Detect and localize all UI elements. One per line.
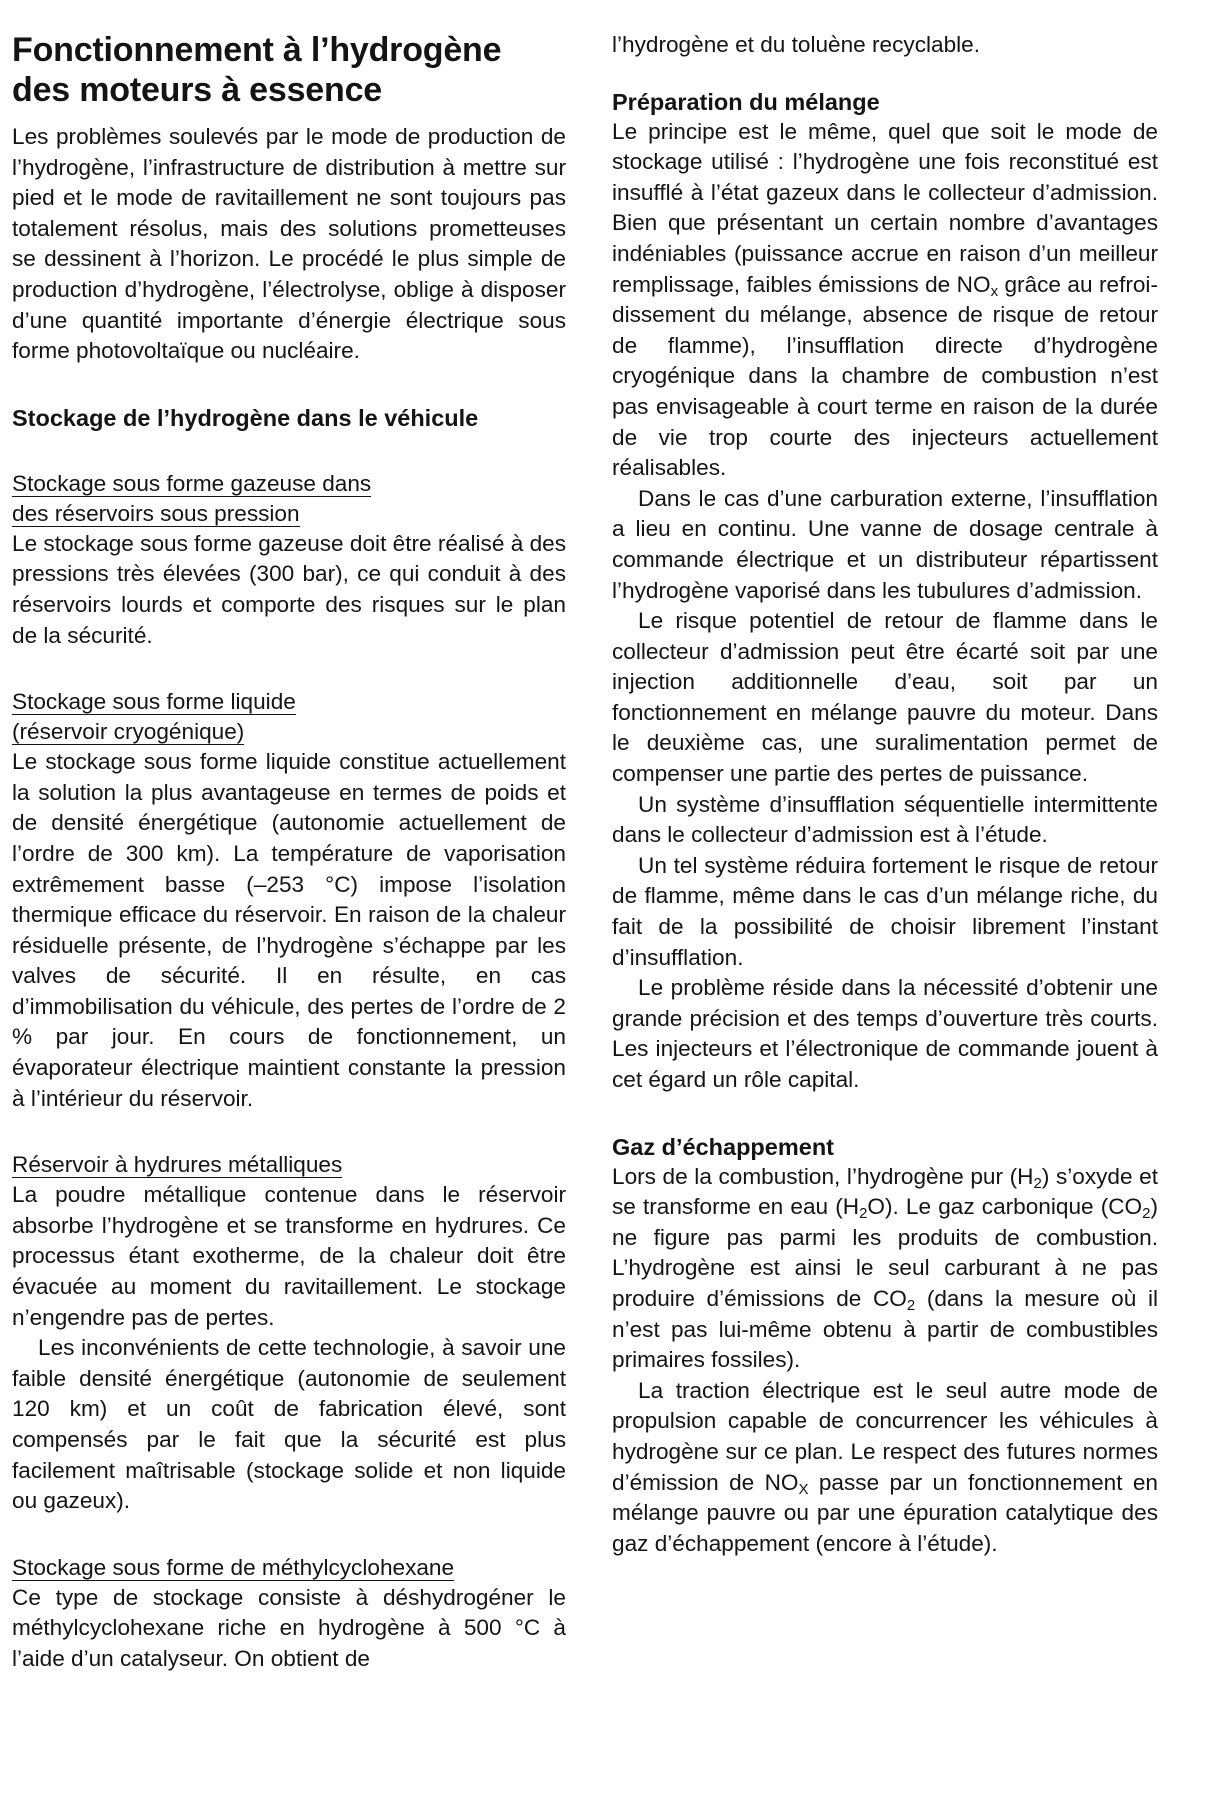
- methylcyclohexane-continuation: l’hydrogène et du toluène recyclable.: [612, 32, 981, 57]
- gas-storage-heading: [12, 469, 566, 529]
- left-column: [12, 0, 566, 1675]
- exhaust-paragraph-1: Lors de la combustion, l’hydrogène pur $(H_2)$ s’oxyde et se transforme en eau $(H_2O)$. Le gaz carbonique $(CO_2)$ ne figure pas parmi les produits de combustion. L’hydrogène est ainsi le seul carburant à ne pas produire d’émissions de $CO_2$ (dans la mesure où il n’est pas lui-même obtenu à partir de combustibles primaires fossiles).: [612, 1163, 1159, 1373]
- hydride-heading: [12, 1150, 566, 1180]
- mixture-paragraph-4: Un système d’insufflation séquentielle intermittente dans le collecteur d’admission est à l’étude.: [612, 791, 1158, 848]
- hydride-paragraph-2: Les inconvénients de cette technologie, à savoir une faible densité énergétique (autonomie de seulement 120 km) et un coût de fabrication élevé, sont compensés par le fait que la sécurité est plus facilement maîtrisable (stockage solide et non liquide ou gazeux).: [12, 1335, 566, 1514]
- mixture-paragraph-1: Le principe est le même, quel que soit le mode de stockage utilisé : l’hydrogène une fois reconstitué est insufflé à l’état gazeux dans le collecteur d’admission. Bien que présentant un certain nombre d’avantages indéniables (puissance accrue en raison d’un meilleur remplissage, faibles émissions de $NO_x$ grâce au refroidissement du mélange, absence de risque de retour de flamme), l’insufflation directe d’hydrogène cryogénique dans la chambre de combustion n’est pas envisageable à court terme en raison de la durée de vie trop courte des injecteurs actuellement réalisables.: [612, 118, 1158, 481]
- liquid-storage-paragraph: Le stockage sous forme liquide constitue actuellement la solution la plus avantageuse en termes de poids et de densité énergétique (autonomie actuellement de l’ordre de 300 km). La température de vaporisation extrêmement basse (–253 °C) impose l’isolation thermique efficace du réservoir. En raison de la chaleur résiduelle présente, de l’hydrogène s’échappe par les valves de sécurité. Il en résulte, en cas d’immobilisation du véhicule, des pertes de l’ordre de 2 % par jour. En cours de fonctionnement, un évaporateur électrique maintient constante la pression à l’intérieur du réservoir.: [12, 749, 566, 1111]
- right-column: [612, 0, 1158, 1559]
- mixture-paragraph-5: Un tel système réduira fortement le risque de retour de flamme, même dans le cas d’un mélange riche, du fait de la possibilité de choisir librement l’instant d’insufflation.: [612, 852, 1158, 970]
- storage-section-heading: Stockage de l’hydrogène dans le véhicule: [12, 404, 479, 431]
- intro-paragraph: Les problèmes soulevés par le mode de production de l’hydrogène, l’infrastructure de distribution à mettre sur pied et le mode de ravitaillement ne sont toujours pas totalement résolus, mais des solutions prometteuses se dessinent à l’horizon. Le procédé le plus simple de production d’hydrogène, l’électrolyse, oblige à disposer d’une quantité importante d’énergie électrique sous forme photovoltaïque ou nucléaire.: [12, 124, 566, 364]
- liquid-storage-heading-line1: Stockage sous forme liquide: [12, 689, 296, 715]
- methylcyclohexane-paragraph: Ce type de stockage consiste à déshydrogéner le méthylcyclohexane riche en hydrogène à 500 °C à l’aide d’un catalyseur. On obtient de: [12, 1584, 566, 1671]
- gas-storage-heading-line2: des réservoirs sous pression: [12, 500, 300, 526]
- mixture-paragraph-6: Le problème réside dans la nécessité d’obtenir une grande précision et des temps d’ouverture très courts. Les injecteurs et l’électronique de commande jouent à cet égard un rôle capital.: [612, 975, 1158, 1092]
- liquid-storage-heading-line2: (réservoir cryogénique): [12, 719, 245, 745]
- methylcyclohexane-heading-text: Stockage sous forme de méthylcyclohexane: [12, 1554, 455, 1580]
- exhaust-section-heading: Gaz d’échappement: [612, 1133, 834, 1160]
- exhaust-paragraph-2: La traction électrique est le seul autre mode de propulsion capable de concurrencer les véhicules à hydrogène sur ce plan. Le respect des futures normes d’émission de $NO_X$ passe par un fonctionnement en mélange pauvre ou par une épuration catalytique des gaz d’échappement (encore à l’étude).: [612, 1377, 1159, 1556]
- methylcyclohexane-heading: [12, 1553, 566, 1583]
- mixture-section-heading: Préparation du mélange: [612, 88, 880, 115]
- gas-storage-paragraph: Le stockage sous forme gazeuse doit être réalisé à des pressions très élevées (300 bar), ce qui conduit à des réservoirs lourds et comporte des risques sur le plan de la sécurité.: [12, 530, 566, 648]
- hydride-paragraph-1: La poudre métallique contenue dans le réservoir absorbe l’hydrogène et se transforme en hydrures. Ce processus étant exotherme, de la chaleur doit être évacuée au moment du ravitaillement. Le stockage n’engendre pas de pertes.: [12, 1182, 566, 1330]
- mixture-paragraph-3: Le risque potentiel de retour de flamme dans le collecteur d’admission peut être écarté soit par une injection additionnelle d’eau, soit par un fonctionnement en mélange pauvre du moteur. Dans le deuxième cas, une suralimentation permet de compenser une partie des pertes de puissance.: [612, 608, 1158, 787]
- liquid-storage-heading: [12, 687, 566, 747]
- hydride-heading-text: Réservoir à hydrures métalliques: [12, 1152, 343, 1178]
- gas-storage-heading-line1: Stockage sous forme gazeuse dans: [12, 470, 372, 496]
- mixture-paragraph-2: Dans le cas d’une carburation externe, l’insufflation a lieu en continu. Une vanne de dosage centrale à commande électrique et un distributeur répartissent l’hydrogène vaporisé dans les tubulures d’admission.: [612, 485, 1158, 603]
- page-title: Fonctionnement à l’hydrogène des moteurs à essence: [12, 31, 502, 109]
